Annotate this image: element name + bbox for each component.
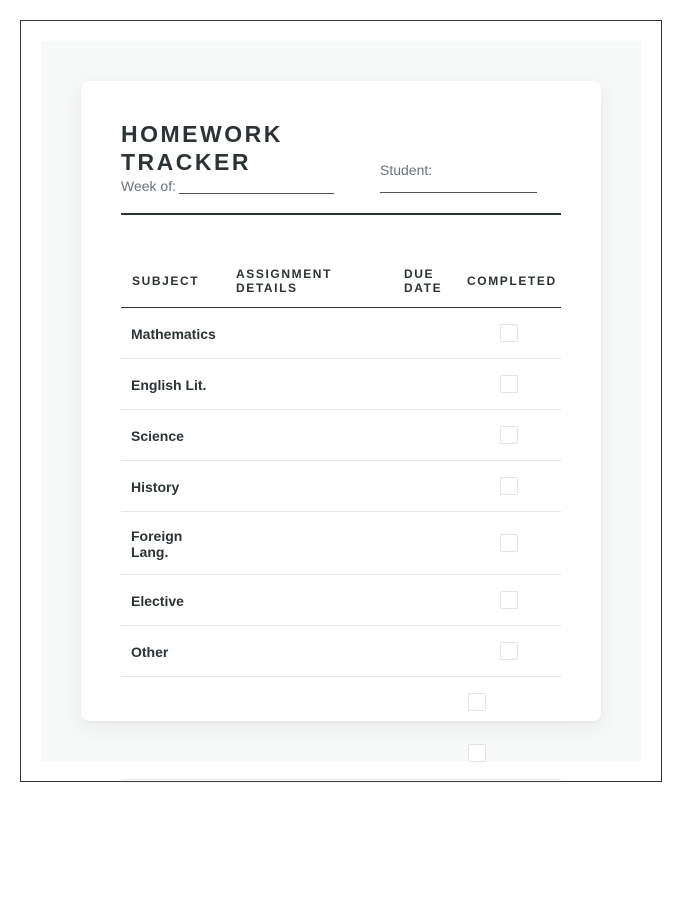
row-divider [121,779,561,780]
completed-checkbox-extra-2[interactable] [468,744,486,762]
completed-checkbox-extra-1[interactable] [468,693,486,711]
column-header-assignment-details: ASSIGNMENT DETAILS [236,267,333,295]
row-divider [121,625,561,626]
table-header-rule [121,307,561,308]
row-subject-foreign-lang: Foreign Lang. [131,528,183,560]
column-header-completed: COMPLETED [467,274,557,288]
page-title: HOMEWORK TRACKER [121,121,283,175]
completed-checkbox-science[interactable] [500,426,518,444]
row-subject-history: History [131,479,180,495]
row-divider [121,409,561,410]
page-frame [20,20,662,782]
row-divider [121,511,561,512]
header-divider [121,213,561,215]
completed-checkbox-elective[interactable] [500,591,518,609]
row-divider [121,460,561,461]
completed-checkbox-other[interactable] [500,642,518,660]
completed-checkbox-foreign-lang[interactable] [500,534,518,552]
row-subject-mathematics: Mathematics [131,326,216,342]
student-label: Student: [380,162,433,178]
column-header-due-date: DUE DATE [404,267,443,295]
completed-checkbox-mathematics[interactable] [500,324,518,342]
row-divider [121,676,561,677]
row-divider [121,358,561,359]
column-header-subject: SUBJECT [132,274,200,288]
week-of-blank-line[interactable] [179,179,334,194]
row-subject-english: English Lit. [131,377,207,393]
row-subject-elective: Elective [131,593,184,609]
row-subject-science: Science [131,428,184,444]
week-of-field [121,178,334,194]
row-divider [121,574,561,575]
completed-checkbox-english[interactable] [500,375,518,393]
week-of-label: Week of: [121,178,176,194]
student-blank-line[interactable] [380,192,537,193]
completed-checkbox-history[interactable] [500,477,518,495]
row-subject-other: Other [131,644,169,660]
